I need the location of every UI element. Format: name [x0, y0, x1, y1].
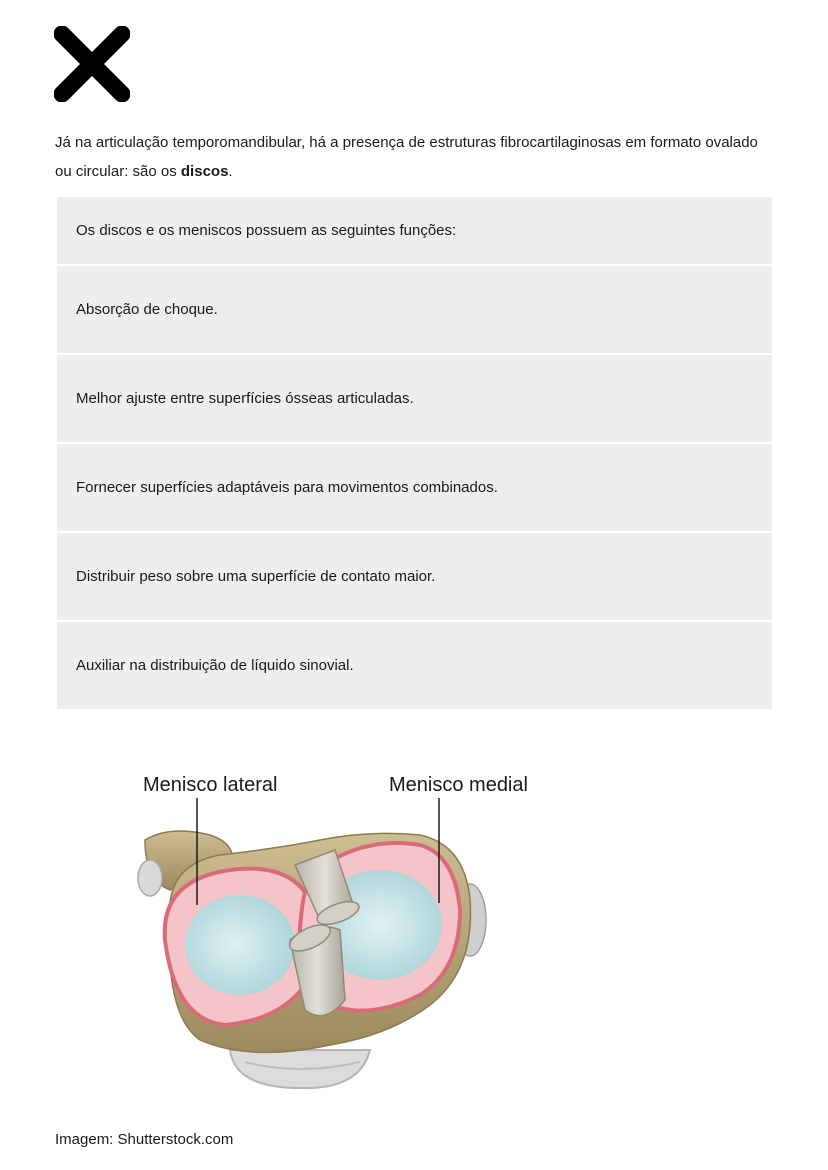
- intro-text-end: .: [228, 163, 233, 180]
- label-lateral-meniscus: Menisco lateral: [143, 774, 278, 796]
- label-medial-meniscus: Menisco medial: [389, 774, 528, 796]
- close-button[interactable]: [54, 26, 130, 102]
- tibial-plateau-drawing: [130, 770, 550, 1100]
- functions-table-row: Absorção de choque.: [57, 266, 772, 355]
- intro-text: Já na articulação temporomandibular, há a presença de estruturas fibrocartilaginosas em formato ovalado ou circular: são os: [55, 134, 758, 180]
- intro-bold-term: discos: [180, 163, 229, 180]
- functions-table-row: Melhor ajuste entre superfícies ósseas articuladas.: [57, 355, 772, 444]
- functions-table-header: Os discos e os meniscos possuem as seguintes funções:: [57, 197, 772, 266]
- close-icon: [54, 26, 130, 102]
- intro-paragraph: [55, 128, 775, 186]
- functions-table: [57, 197, 772, 709]
- functions-table-row: Distribuir peso sobre uma superfície de contato maior.: [57, 533, 772, 622]
- image-credit: Imagem: Shutterstock.com: [55, 1131, 234, 1148]
- meniscus-illustration: [130, 770, 550, 1100]
- functions-table-row: Fornecer superfícies adaptáveis para movimentos combinados.: [57, 444, 772, 533]
- functions-table-row: Auxiliar na distribuição de líquido sinovial.: [57, 622, 772, 709]
